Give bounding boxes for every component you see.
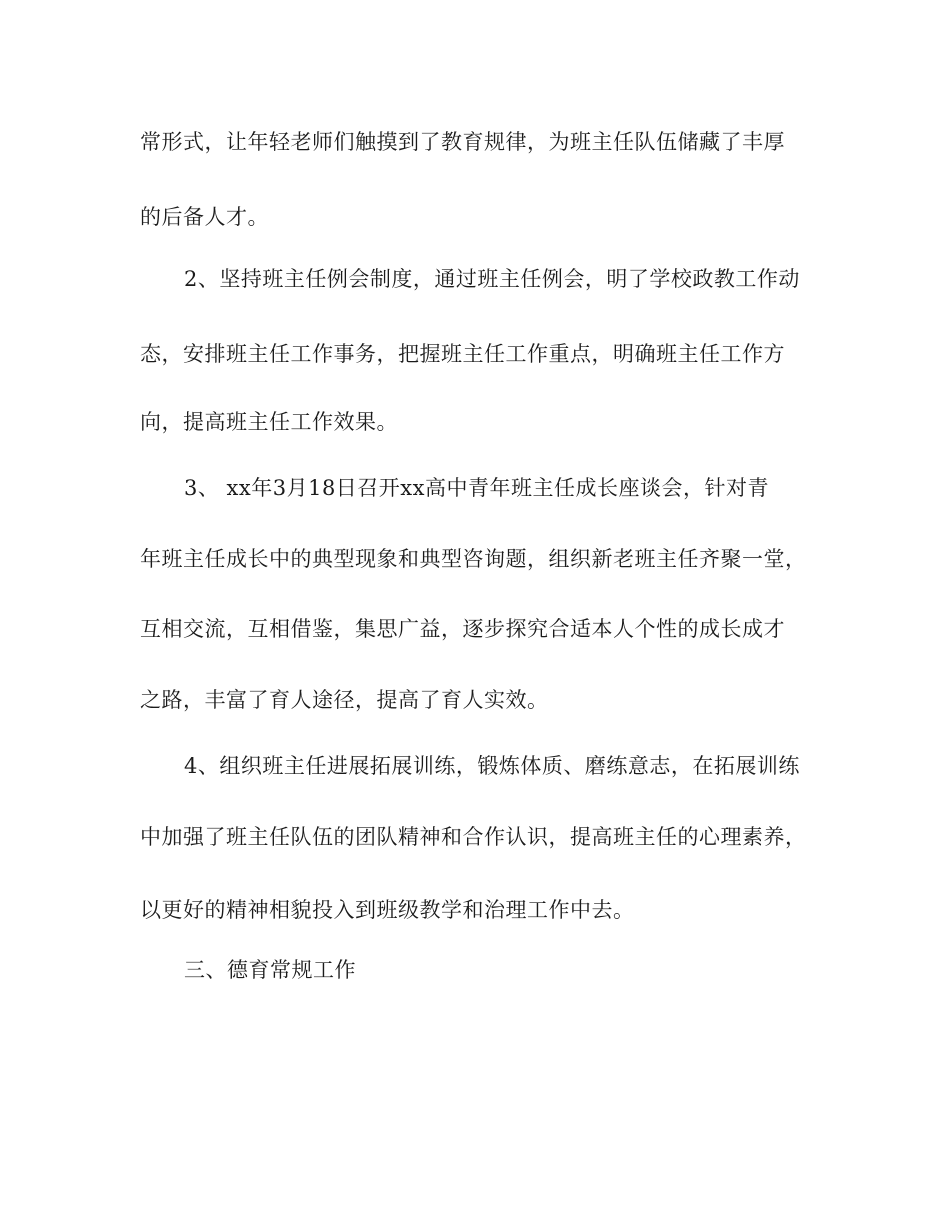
text-line: 向，提高班主任工作效果。 xyxy=(140,410,398,434)
text-line: 互相交流，互相借鉴，集思广益，逐步探究合适本人个性的成长成才 xyxy=(140,617,785,641)
section-heading: 三、德育常规工作 xyxy=(184,958,356,982)
list-item-3: 3、 xx年3月18日召开xx高中青年班主任成长座谈会，针对青 xyxy=(184,476,769,500)
text-line: 年班主任成长中的典型现象和典型咨询题，组织新老班主任齐聚一堂， xyxy=(140,547,807,571)
list-item-2: 2、坚持班主任例会制度，通过班主任例会，明了学校政教工作动 xyxy=(184,267,800,291)
list-item-4: 4、组织班主任进展拓展训练，锻炼体质、磨练意志，在拓展训练 xyxy=(184,754,800,778)
text-line: 态，安排班主任工作事务，把握班主任工作重点，明确班主任工作方 xyxy=(140,342,785,366)
text-line: 的后备人才。 xyxy=(140,205,269,229)
text-line: 中加强了班主任队伍的团队精神和合作认识，提高班主任的心理素养， xyxy=(140,825,807,849)
text-line: 之路，丰富了育人途径，提高了育人实效。 xyxy=(140,688,549,712)
text-line: 常形式，让年轻老师们触摸到了教育规律，为班主任队伍储藏了丰厚 xyxy=(140,130,785,154)
text-line: 以更好的精神相貌投入到班级教学和治理工作中去。 xyxy=(140,898,635,922)
